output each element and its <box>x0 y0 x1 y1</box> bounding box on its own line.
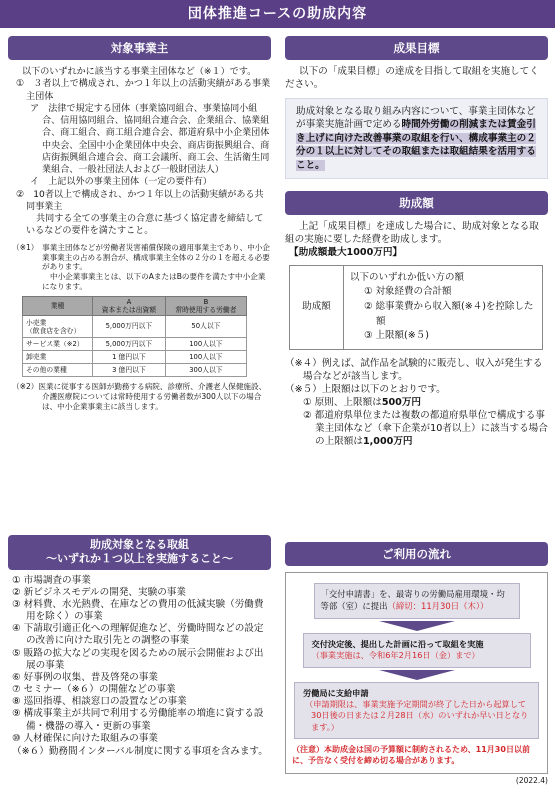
table-header-b <box>165 297 246 316</box>
amount-lead: 以下のいずれか低い方の額 <box>350 271 465 283</box>
amount-option-1: ① 対象経費の合計額 <box>364 286 452 298</box>
efforts-heading <box>8 535 271 570</box>
flow-step-2-text: 交付決定後、提出した計画に沿って取組を実施 <box>311 638 484 649</box>
eligibility-intro: 以下のいずれかに該当する事業主団体など（※１）です。 <box>22 67 257 77</box>
amount-option-3: ③ 上限額(※５) <box>364 330 429 342</box>
note-2: （※2）医業に従事する医師が勤務する病院、診療所、介護老人保健施設、介護医療院については常時使用する労働者数が300人以下の場合は、中小企業事業主に該当します。 <box>12 382 267 412</box>
table-header-a <box>93 297 166 316</box>
header-a-text: 資本または出資額 <box>101 306 157 315</box>
list-item: ② 新ビジネスモデルの開発、実験の事業 <box>12 586 186 598</box>
note-5a-text: ① 原則、上限額は <box>303 396 382 408</box>
issue-date: (2022.4) <box>515 776 548 786</box>
efforts-heading-sub: ～いずれか１つ以上を実施すること～ <box>46 552 233 566</box>
amount-max: 【助成額最大1000万円】 <box>289 246 403 258</box>
list-item: ⑤ 販路の拡大などの実現を図るための展示会開催および出展の事業 <box>12 647 264 671</box>
flow-step-2-note: （事業実施は、令和6年2月16日（金）まで） <box>311 650 480 661</box>
efforts-section <box>8 535 271 758</box>
list-item: ⑦ セミナー（※６）の開催などの事業 <box>12 684 176 696</box>
cell-industry: その他の業種 <box>23 364 93 377</box>
table-row <box>23 351 247 364</box>
goal-body: 助成対象となる取り組み内容について、事業主団体などが事業実施計画で定める <box>296 105 536 131</box>
eligibility-heading: 対象事業主 <box>8 36 271 60</box>
cell-a: 3 億円以下 <box>93 364 166 377</box>
flow-step-1-deadline: （締切：11月30日（木）） <box>387 600 489 611</box>
cell-industry: 小売業 （飲食店を含む） <box>23 316 93 338</box>
goal-intro: 以下の「成果目標」の達成を目指して取組を実施してください。 <box>285 66 539 90</box>
list-item: ⑧ 巡回指導、相談窓口の設置などの事業 <box>12 696 187 708</box>
amount-label: 助成額 <box>290 265 344 350</box>
cell-industry: 卸売業 <box>23 351 93 364</box>
goal-highlight: 時間外労働の削減または賃金引き上げに向けた改善事業の取組を行い、構成事業主の２分の１以上に対してその取組または取組結果を活用すること。 <box>296 119 536 171</box>
flow-warning: （注意）本助成金は国の予算額に制約されるため、11月30日以前に、予告なく受付を締め切る場合があります。 <box>292 745 530 766</box>
header-b-letter: B <box>203 298 209 307</box>
cell-b: 100人以下 <box>165 351 246 364</box>
table-header-industry: 業種 <box>23 297 93 316</box>
flow-step-3-text: 労働局に支給申請 <box>303 687 369 698</box>
list-item: ⑥ 好事例の収集、普及啓発の事業 <box>12 671 158 683</box>
note-5a-amount: 500万円 <box>381 396 422 408</box>
flow-step-1-text: 「交付申請書」を、最寄りの労働局雇用環境・均等部（室）に提出 <box>320 589 505 611</box>
flow-container <box>285 572 548 774</box>
sme-criteria-table <box>22 296 247 377</box>
eligibility-item-2b: 共同する全ての事業主の合意に基づく協定書を締結しているなどの要件を満たすこと。 <box>26 214 264 237</box>
cell-a: 5,000万円以下 <box>93 338 166 351</box>
table-row <box>23 364 247 377</box>
eligibility-item-1b: イ 上記以外の事業主団体（一定の要件有） <box>30 177 212 188</box>
list-item: ① 市場調査の事業 <box>12 574 91 586</box>
amount-option-2: ② 総事業費から収入額(※４)を控除した額 <box>364 300 534 327</box>
list-item: ⑨ 構成事業主が共同で利用する労働能率の増進に資する設備・機器の導入・更新の事業 <box>12 708 264 732</box>
flow-section <box>285 542 548 786</box>
flow-step-2 <box>303 633 531 668</box>
note-5b <box>285 410 548 449</box>
cell-a: 1 億円以下 <box>93 351 166 364</box>
cell-a: 5,000万円以下 <box>93 316 166 338</box>
table-row <box>23 338 247 351</box>
left-column <box>8 36 271 412</box>
header-a-letter: A <box>126 298 132 307</box>
note-1: （※1） 事業主団体などが労働者災害補償保険の適用事業主であり、中小企業事業主の占める割合が、構成事業主全体の２分の１を超える必要があります。 <box>12 242 270 272</box>
goal-box <box>285 98 548 179</box>
note-4: （※４）例えば、試作品を試験的に販売し、収入が発生する場合などが該当します。 <box>285 358 543 383</box>
flow-step-3-note: （申請期限は、事業実施予定期間が終了した日から起算して30日後の日または２月28日（水）のいずれか早い日となります。） <box>305 698 529 732</box>
flow-step-3 <box>294 682 539 740</box>
eligibility-item-1a: ア 法律で規定する団体（事業協同組合、事業協同小組合、信用協同組合、協同組合連合会、企業組合、協業組合、商工組合、商工組合連合会、都道府県中小企業団体中央会、全国中小企業団体中央会、商店街振興組合、商店街振興組合連合会、商工会議所、商工会、生活衛生同業組合、一般社団法人および一般財団法人） <box>30 103 270 176</box>
note-5: （※５）上限額は以下のとおりです。 <box>285 383 446 395</box>
cell-b: 300人以下 <box>165 364 246 377</box>
efforts-list <box>8 575 271 759</box>
list-item: ④ 下請取引適正化への理解促進など、労働時間などの設定の改善に向けた取引先との調整の事業 <box>12 623 264 647</box>
header-b-text: 常時使用する労働者 <box>175 306 237 315</box>
efforts-note: （※６）勤務間インターバル制度に関する事項を含みます。 <box>12 746 268 757</box>
table-row <box>23 316 247 338</box>
right-column <box>285 36 548 449</box>
cell-b: 50人以下 <box>165 316 246 338</box>
eligibility-item-1: ① ３者以上で構成され、かつ１年以上の活動実績がある事業主団体 <box>16 79 271 102</box>
goal-heading: 成果目標 <box>285 36 548 60</box>
efforts-heading-title: 助成対象となる取組 <box>90 538 189 551</box>
note-5b-text: ② 都道府県単位または複数の都道府県単位で構成する事業主団体など（傘下企業が10者以上）に該当する場合の上限額は <box>303 409 548 447</box>
amount-options <box>344 265 543 350</box>
flow-step-1 <box>314 583 520 619</box>
eligibility-item-2: ② 10者以上で構成され、かつ１年以上の活動実績がある共同事業主 <box>16 189 264 212</box>
down-arrow-icon <box>379 621 455 631</box>
note-5b-amount: 1,000万円 <box>362 435 413 447</box>
list-item: ⑩ 人材確保に向けた取組みの事業 <box>12 732 158 744</box>
flow-heading: ご利用の流れ <box>285 542 548 566</box>
list-item: ③ 材料費、水光熱費、在庫などの費用の低減実験（労働費用を除く）の事業 <box>12 598 264 623</box>
note-1b: 中小企業事業主とは、以下のAまたはBの要件を満たす中小企業になります。 <box>42 272 266 292</box>
amount-table <box>289 265 543 351</box>
amount-intro: 上記「成果目標」を達成した場合に、助成対象となる取組の実施に要した経費を助成します。 <box>285 220 539 245</box>
cell-b: 100人以下 <box>165 338 246 351</box>
page-title: 団体推進コースの助成内容 <box>0 0 555 28</box>
down-arrow-icon <box>379 670 455 680</box>
cell-industry: サービス業（※2） <box>23 338 93 351</box>
amount-heading: 助成額 <box>285 191 548 215</box>
note-5a <box>285 397 548 410</box>
